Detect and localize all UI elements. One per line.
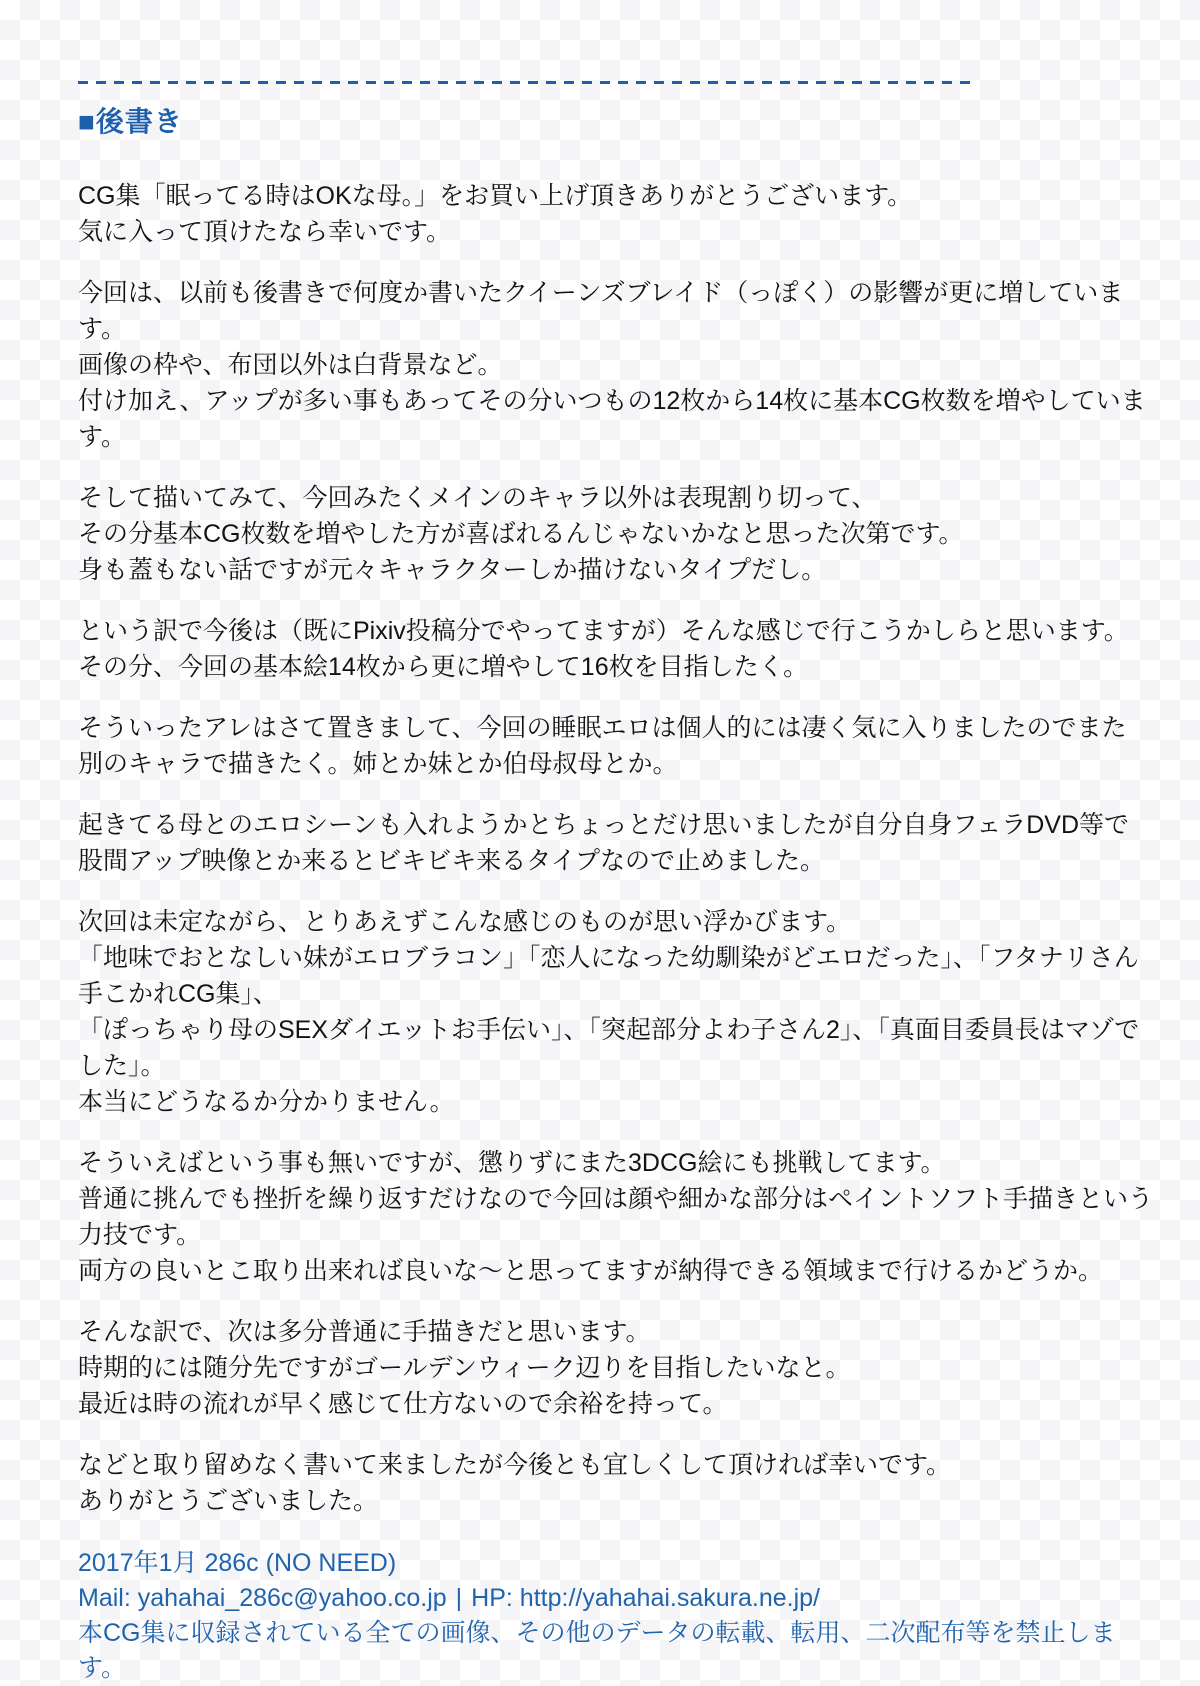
text-line: そんな訳で、次は多分普通に手描きだと思います。 (78, 1318, 651, 1346)
text-line: 本当にどうなるか分かりません。 (78, 1088, 455, 1116)
afterword-body (78, 178, 1160, 1519)
text-line: 「ぽっちゃり母のSEXダイエットお手伝い」、「突起部分よわ子さん2」、「真面目委員長はマゾでした」。 (78, 1016, 1140, 1080)
text-line: 別のキャラで描きたく。姉とか妹とか伯母叔母とか。 (78, 750, 678, 778)
text-line: そういったアレはさて置きまして、今回の睡眠エロは個人的には凄く気に入りましたのでまた (78, 714, 1127, 742)
text-line: その分基本CG枚数を増やした方が喜ばれるんじゃないかなと思った次第です。 (78, 520, 964, 548)
paragraph (78, 275, 1160, 455)
text-line: その分、今回の基本絵14枚から更に増やして16枚を目指したく。 (78, 653, 809, 681)
text-line: そして描いてみて、今回みたくメインのキャラ以外は表現割り切って、 (78, 484, 877, 512)
paragraph (78, 710, 1160, 782)
text-line: CG集「眠ってる時はOKな母。」をお買い上げ頂きありがとうございます。 (78, 182, 913, 210)
section-title: ■後書き (78, 106, 183, 137)
text-line: という訳で今後は（既にPixiv投稿分でやってますが）そんな感じで行こうかしらと思います。 (78, 617, 1129, 645)
text-line: 最近は時の流れが早く感じて仕方ないので余裕を持って。 (78, 1390, 728, 1418)
paragraph (78, 178, 1160, 250)
text-line: 身も蓋もない話ですが元々キャラクターしか描けないタイプだし。 (78, 556, 827, 584)
credit-line: 2017年1月 286c (NO NEED) (78, 1549, 397, 1577)
text-line: 付け加え、アップが多い事もあってその分いつもの12枚から14枚に基本CG枚数を増やしています。 (78, 387, 1146, 451)
dashed-divider (78, 81, 978, 84)
paragraph (78, 613, 1160, 685)
text-line: 次回は未定ながら、とりあえずこんな感じのものが思い浮かびます。 (78, 908, 852, 936)
paragraph (78, 480, 1160, 588)
footer (78, 1546, 1160, 1686)
text-line: 股間アップ映像とか来るとビキビキ来るタイプなので止めました。 (78, 847, 826, 875)
paragraph (78, 1447, 1160, 1519)
text-line: そういえばという事も無いですが、懲りずにまた3DCG絵にも挑戦してます。 (78, 1149, 946, 1177)
contact-line (78, 1581, 1160, 1616)
homepage-text: HP: http://yahahai.sakura.ne.jp/ (471, 1584, 820, 1612)
text-line: 時期的には随分先ですがゴールデンウィーク辺りを目指したいなと。 (78, 1354, 851, 1382)
text-line: 「地味でおとなしい妹がエロブラコン」「恋人になった幼馴染がどエロだった」、「フタナリさん手こかれCG集」、 (78, 944, 1139, 1008)
copyright-line: 本CG集に収録されている全ての画像、その他のデータの転載、転用、二次配布等を禁止します。 (78, 1619, 1116, 1682)
paragraph (78, 1314, 1160, 1422)
text-line: ありがとうございました。 (78, 1487, 379, 1515)
text-line: 起きてる母とのエロシーンも入れようかとちょっとだけ思いましたが自分自身フェラDVD等で (78, 811, 1130, 839)
text-line: 画像の枠や、布団以外は白背景など。 (78, 351, 503, 379)
paragraph (78, 904, 1160, 1120)
mail-text: Mail: yahahai_286c@yahoo.co.jp (78, 1584, 447, 1612)
separator: | (455, 1584, 463, 1612)
text-line: 今回は、以前も後書きで何度か書いたクイーンズブレイド（っぽく）の影響が更に増しています。 (78, 279, 1124, 343)
text-line: 気に入って頂けたなら幸いです。 (78, 218, 452, 246)
paragraph (78, 1145, 1160, 1289)
text-line: 両方の良いとこ取り出来れば良いな～と思ってますが納得できる領域まで行けるかどうか。 (78, 1257, 1104, 1285)
paragraph (78, 807, 1160, 879)
text-line: 普通に挑んでも挫折を繰り返すだけなので今回は顔や細かな部分はペイントソフト手描きという力技です。 (78, 1185, 1154, 1249)
text-line: などと取り留めなく書いて来ましたが今後とも宜しくして頂ければ幸いです。 (78, 1451, 952, 1479)
